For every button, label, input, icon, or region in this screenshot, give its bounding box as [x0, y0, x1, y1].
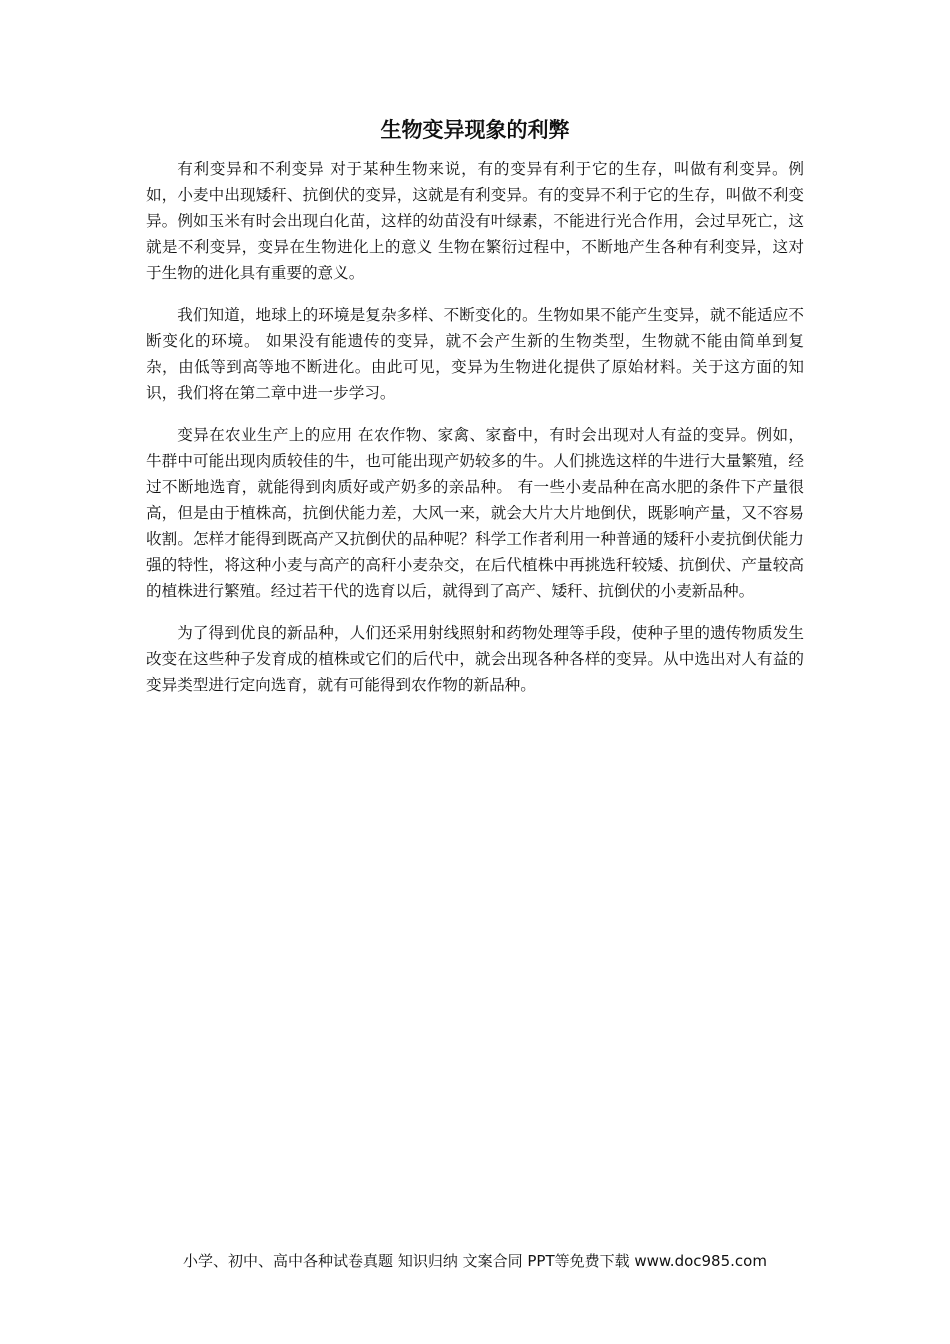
- document-title: 生物变异现象的利弊: [380, 118, 570, 142]
- paragraph-3: 变异在农业生产上的应用 在农作物、家禽、家畜中，有时会出现对人有益的变异。例如，牛群中可能出现肉质较佳的牛，也可能出现产奶较多的牛。人们挑选这样的牛进行大量繁殖，经过不断地选育，就能得到肉质好或产奶多的亲品种。 有一些小麦品种在高水肥的条件下产量很高，但是由于植株高，抗倒伏能力差，大风一来，就会大片大片地倒伏，既影响产量，又不容易收割。怎样才能得到既高产又抗倒伏的品种呢？科学工作者利用一种普通的矮秆小麦抗倒伏能力强的特性，将这种小麦与高产的高秆小麦杂交，在后代植株中再挑选秆较矮、抗倒伏、产量较高的植株进行繁殖。经过若干代的选育以后，就得到了高产、矮秆、抗倒伏的小麦新品种。: [146, 426, 804, 600]
- paragraph-1: 有利变异和不利变异 对于某种生物来说，有的变异有利于它的生存，叫做有利变异。例如，小麦中出现矮秆、抗倒伏的变异，这就是有利变异。有的变异不利于它的生存，叫做不利变异。例如玉米有时会出现白化苗，这样的幼苗没有叶绿素，不能进行光合作用，会过早死亡，这就是不利变异，变异在生物进化上的意义 生物在繁衍过程中，不断地产生各种有利变异，这对于生物的进化具有重要的意义。: [146, 160, 804, 282]
- paragraph-4: 为了得到优良的新品种，人们还采用射线照射和药物处理等手段，使种子里的遗传物质发生改变在这些种子发育成的植株或它们的后代中，就会出现各种各样的变异。从中选出对人有益的变异类型进行定向选育，就有可能得到农作物的新品种。: [146, 624, 804, 694]
- document-body: [146, 156, 804, 714]
- paragraph-2: 我们知道，地球上的环境是复杂多样、不断变化的。生物如果不能产生变异，就不能适应不断变化的环境。 如果没有能遗传的变异，就不会产生新的生物类型，生物就不能由简单到复杂，由低等到高等地不断进化。由此可见，变异为生物进化提供了原始材料。关于这方面的知识，我们将在第二章中进一步学习。: [146, 306, 804, 402]
- page-footer: 小学、初中、高中各种试卷真题 知识归纳 文案合同 PPT等免费下载 www.doc985.com: [183, 1252, 767, 1270]
